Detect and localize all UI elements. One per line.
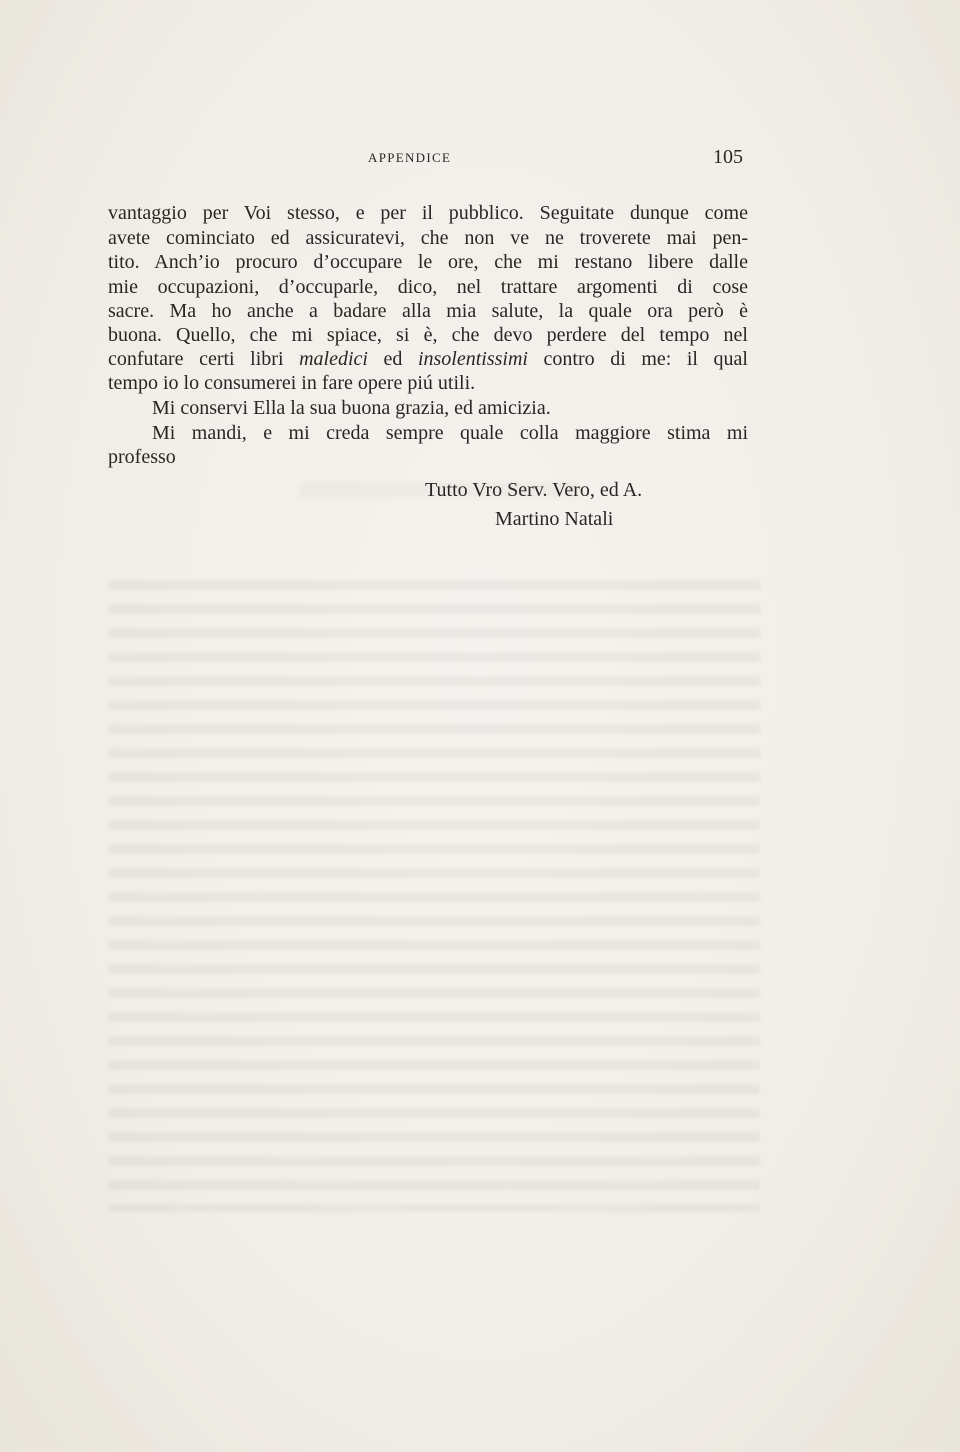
closing-salutation: Tutto Vro Serv. Vero, ed A. bbox=[425, 479, 643, 501]
text-line: buona. Quello, che mi spiace, si è, che devo perdere del tempo nel bbox=[108, 324, 748, 346]
text-segment: confutare certi libri bbox=[108, 348, 300, 370]
running-title: APPENDICE bbox=[368, 150, 452, 165]
text-segment: ed bbox=[367, 348, 418, 370]
text-line: tempo io lo consumerei in fare opere piú utili. bbox=[108, 372, 476, 394]
text-line bbox=[108, 347, 748, 371]
text-line: sacre. Ma ho anche a badare alla mia salute, la quale ora però è bbox=[108, 300, 748, 322]
text-line: mie occupazioni, d’occuparle, dico, nel trattare argomenti di cose bbox=[108, 276, 748, 298]
italic-term: insolentissimi bbox=[417, 348, 528, 370]
text-line: tito. Anch’io procuro d’occupare le ore, che mi restano libere dalle bbox=[108, 251, 748, 273]
text-line: vantaggio per Voi stesso, e per il pubblico. Seguitate dunque come bbox=[108, 202, 748, 224]
text-line: Mi conservi Ella la sua buona grazia, ed amicizia. bbox=[152, 397, 551, 419]
signatory-name: Martino Natali bbox=[495, 508, 614, 530]
bleed-through-shadow bbox=[108, 572, 760, 1212]
text-line: avete cominciato ed assicuratevi, che non ve ne troverete mai pen- bbox=[108, 227, 748, 249]
page-number: 105 bbox=[713, 146, 743, 168]
text-line: professo bbox=[108, 446, 176, 468]
text-segment: contro di me: il qual bbox=[527, 348, 748, 370]
text-line: Mi mandi, e mi creda sempre quale colla maggiore stima mi bbox=[152, 422, 748, 444]
italic-term: maledici bbox=[299, 348, 368, 370]
